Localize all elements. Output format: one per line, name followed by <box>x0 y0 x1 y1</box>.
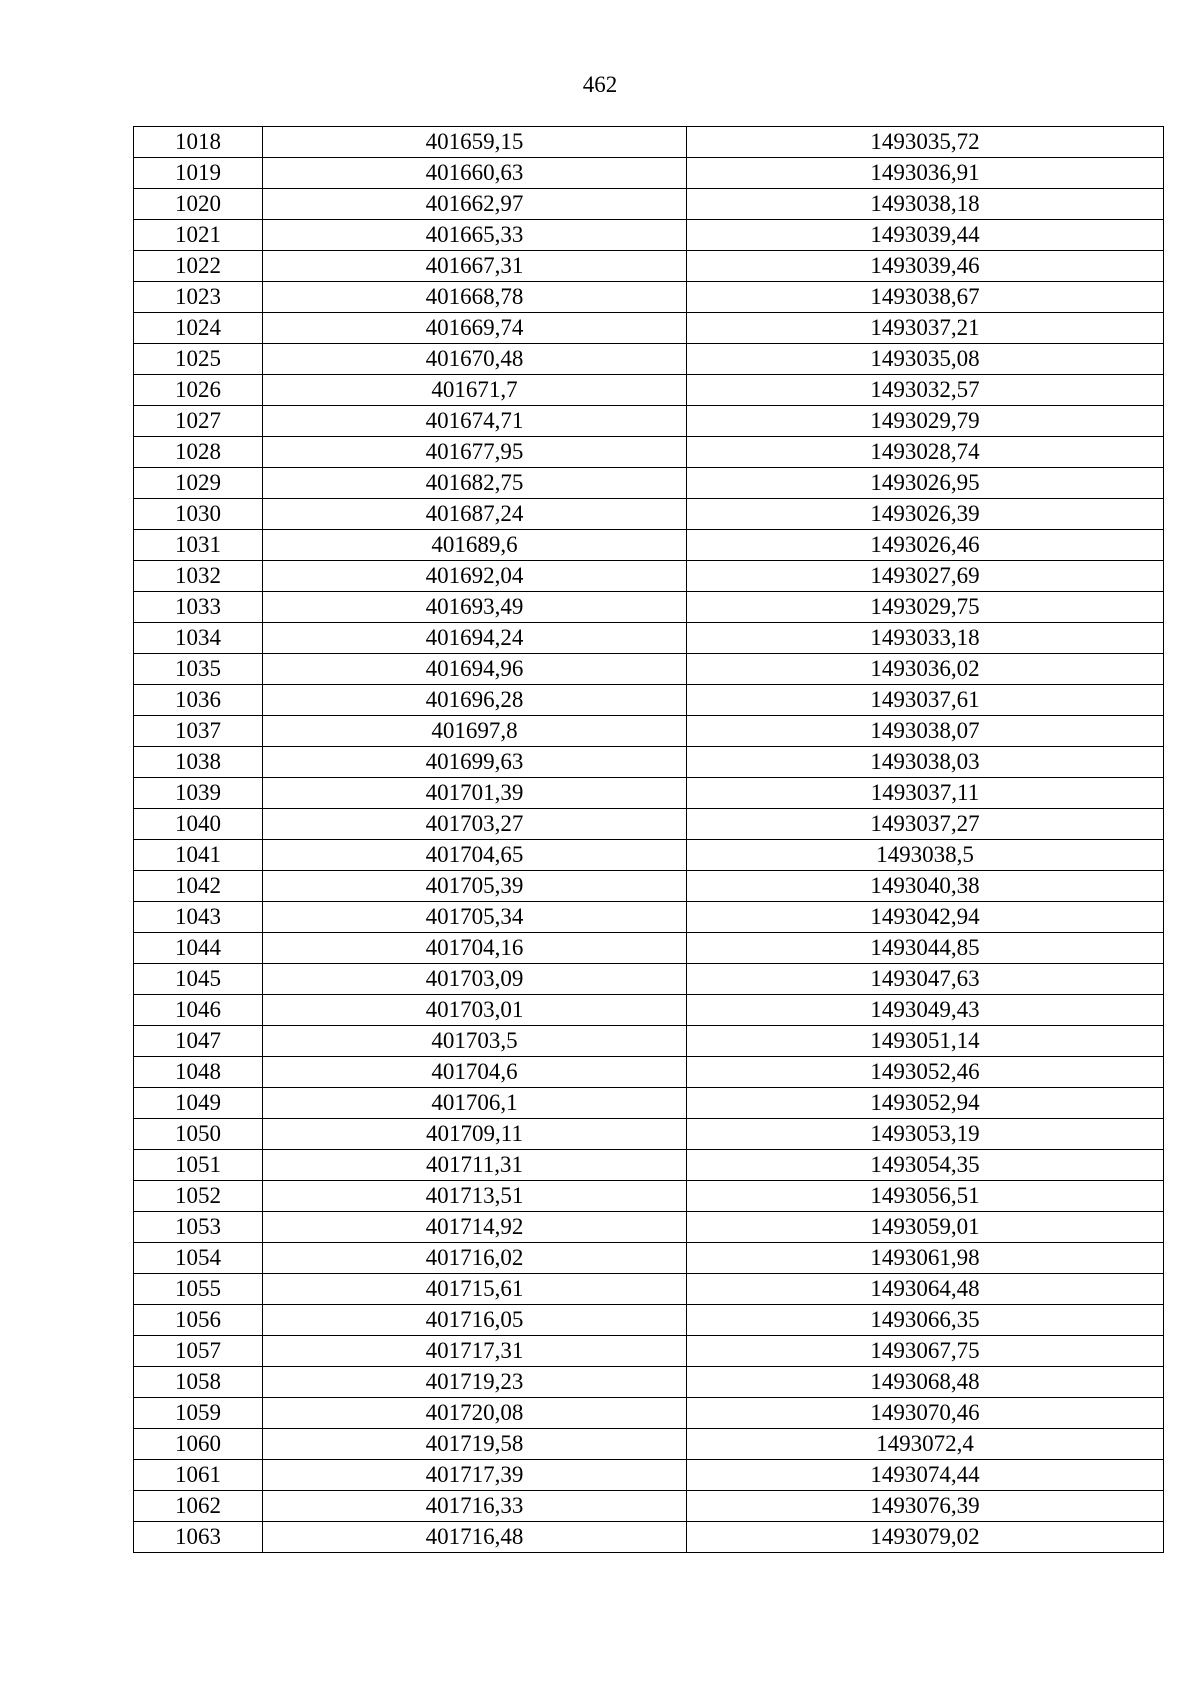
table-row <box>134 220 1164 251</box>
y-coordinate-cell: 1493036,02 <box>687 654 1164 685</box>
table-row <box>134 1336 1164 1367</box>
table-row <box>134 375 1164 406</box>
table-row <box>134 623 1164 654</box>
x-coordinate-cell: 401703,01 <box>263 995 687 1026</box>
point-number-cell: 1047 <box>134 1026 263 1057</box>
table-row <box>134 716 1164 747</box>
x-coordinate-cell: 401716,05 <box>263 1305 687 1336</box>
point-number-cell: 1021 <box>134 220 263 251</box>
point-number-cell: 1052 <box>134 1181 263 1212</box>
y-coordinate-cell: 1493056,51 <box>687 1181 1164 1212</box>
y-coordinate-cell: 1493038,5 <box>687 840 1164 871</box>
x-coordinate-cell: 401705,39 <box>263 871 687 902</box>
point-number-cell: 1022 <box>134 251 263 282</box>
page-number: 462 <box>582 72 618 97</box>
x-coordinate-cell: 401701,39 <box>263 778 687 809</box>
x-coordinate-cell: 401677,95 <box>263 437 687 468</box>
y-coordinate-cell: 1493033,18 <box>687 623 1164 654</box>
x-coordinate-cell: 401709,11 <box>263 1119 687 1150</box>
y-coordinate-cell: 1493038,18 <box>687 189 1164 220</box>
point-number-cell: 1060 <box>134 1429 263 1460</box>
point-number-cell: 1032 <box>134 561 263 592</box>
point-number-cell: 1020 <box>134 189 263 220</box>
x-coordinate-cell: 401665,33 <box>263 220 687 251</box>
table-row <box>134 778 1164 809</box>
point-number-cell: 1018 <box>134 127 263 158</box>
x-coordinate-cell: 401715,61 <box>263 1274 687 1305</box>
table-row <box>134 809 1164 840</box>
y-coordinate-cell: 1493064,48 <box>687 1274 1164 1305</box>
y-coordinate-cell: 1493029,79 <box>687 406 1164 437</box>
y-coordinate-cell: 1493037,21 <box>687 313 1164 344</box>
point-number-cell: 1027 <box>134 406 263 437</box>
point-number-cell: 1055 <box>134 1274 263 1305</box>
point-number-cell: 1040 <box>134 809 263 840</box>
table-row <box>134 437 1164 468</box>
x-coordinate-cell: 401662,97 <box>263 189 687 220</box>
x-coordinate-cell: 401717,39 <box>263 1460 687 1491</box>
x-coordinate-cell: 401682,75 <box>263 468 687 499</box>
table-row <box>134 313 1164 344</box>
y-coordinate-cell: 1493052,94 <box>687 1088 1164 1119</box>
y-coordinate-cell: 1493038,03 <box>687 747 1164 778</box>
y-coordinate-cell: 1493067,75 <box>687 1336 1164 1367</box>
point-number-cell: 1053 <box>134 1212 263 1243</box>
point-number-cell: 1023 <box>134 282 263 313</box>
point-number-cell: 1062 <box>134 1491 263 1522</box>
table-row <box>134 871 1164 902</box>
y-coordinate-cell: 1493029,75 <box>687 592 1164 623</box>
point-number-cell: 1054 <box>134 1243 263 1274</box>
point-number-cell: 1041 <box>134 840 263 871</box>
y-coordinate-cell: 1493037,11 <box>687 778 1164 809</box>
point-number-cell: 1025 <box>134 344 263 375</box>
x-coordinate-cell: 401667,31 <box>263 251 687 282</box>
table-row <box>134 964 1164 995</box>
y-coordinate-cell: 1493027,69 <box>687 561 1164 592</box>
table-row <box>134 1119 1164 1150</box>
x-coordinate-cell: 401711,31 <box>263 1150 687 1181</box>
x-coordinate-cell: 401716,02 <box>263 1243 687 1274</box>
x-coordinate-cell: 401719,23 <box>263 1367 687 1398</box>
point-number-cell: 1058 <box>134 1367 263 1398</box>
y-coordinate-cell: 1493039,46 <box>687 251 1164 282</box>
x-coordinate-cell: 401668,78 <box>263 282 687 313</box>
x-coordinate-cell: 401704,65 <box>263 840 687 871</box>
x-coordinate-cell: 401703,09 <box>263 964 687 995</box>
x-coordinate-cell: 401704,6 <box>263 1057 687 1088</box>
point-number-cell: 1039 <box>134 778 263 809</box>
point-number-cell: 1051 <box>134 1150 263 1181</box>
point-number-cell: 1043 <box>134 902 263 933</box>
y-coordinate-cell: 1493026,95 <box>687 468 1164 499</box>
x-coordinate-cell: 401689,6 <box>263 530 687 561</box>
table-row <box>134 468 1164 499</box>
table-row <box>134 1305 1164 1336</box>
x-coordinate-cell: 401696,28 <box>263 685 687 716</box>
y-coordinate-cell: 1493068,48 <box>687 1367 1164 1398</box>
x-coordinate-cell: 401693,49 <box>263 592 687 623</box>
point-number-cell: 1029 <box>134 468 263 499</box>
point-number-cell: 1063 <box>134 1522 263 1553</box>
y-coordinate-cell: 1493042,94 <box>687 902 1164 933</box>
x-coordinate-cell: 401670,48 <box>263 344 687 375</box>
x-coordinate-cell: 401669,74 <box>263 313 687 344</box>
x-coordinate-cell: 401660,63 <box>263 158 687 189</box>
table-row <box>134 1398 1164 1429</box>
y-coordinate-cell: 1493037,27 <box>687 809 1164 840</box>
coordinates-table <box>133 126 1164 1553</box>
x-coordinate-cell: 401716,33 <box>263 1491 687 1522</box>
table-row <box>134 1088 1164 1119</box>
y-coordinate-cell: 1493047,63 <box>687 964 1164 995</box>
point-number-cell: 1056 <box>134 1305 263 1336</box>
table-row <box>134 933 1164 964</box>
table-row <box>134 499 1164 530</box>
table-row <box>134 1057 1164 1088</box>
coordinates-table-body <box>134 127 1164 1553</box>
point-number-cell: 1028 <box>134 437 263 468</box>
table-row <box>134 995 1164 1026</box>
x-coordinate-cell: 401674,71 <box>263 406 687 437</box>
y-coordinate-cell: 1493035,72 <box>687 127 1164 158</box>
table-row <box>134 1212 1164 1243</box>
x-coordinate-cell: 401692,04 <box>263 561 687 592</box>
point-number-cell: 1061 <box>134 1460 263 1491</box>
point-number-cell: 1026 <box>134 375 263 406</box>
y-coordinate-cell: 1493059,01 <box>687 1212 1164 1243</box>
y-coordinate-cell: 1493079,02 <box>687 1522 1164 1553</box>
y-coordinate-cell: 1493039,44 <box>687 220 1164 251</box>
table-row <box>134 1460 1164 1491</box>
x-coordinate-cell: 401687,24 <box>263 499 687 530</box>
y-coordinate-cell: 1493052,46 <box>687 1057 1164 1088</box>
point-number-cell: 1049 <box>134 1088 263 1119</box>
point-number-cell: 1057 <box>134 1336 263 1367</box>
y-coordinate-cell: 1493038,67 <box>687 282 1164 313</box>
x-coordinate-cell: 401717,31 <box>263 1336 687 1367</box>
y-coordinate-cell: 1493051,14 <box>687 1026 1164 1057</box>
point-number-cell: 1035 <box>134 654 263 685</box>
y-coordinate-cell: 1493070,46 <box>687 1398 1164 1429</box>
x-coordinate-cell: 401699,63 <box>263 747 687 778</box>
x-coordinate-cell: 401694,24 <box>263 623 687 654</box>
x-coordinate-cell: 401705,34 <box>263 902 687 933</box>
y-coordinate-cell: 1493044,85 <box>687 933 1164 964</box>
table-row <box>134 1491 1164 1522</box>
table-row <box>134 189 1164 220</box>
x-coordinate-cell: 401703,27 <box>263 809 687 840</box>
table-row <box>134 282 1164 313</box>
y-coordinate-cell: 1493040,38 <box>687 871 1164 902</box>
table-row <box>134 1181 1164 1212</box>
table-row <box>134 592 1164 623</box>
x-coordinate-cell: 401694,96 <box>263 654 687 685</box>
point-number-cell: 1019 <box>134 158 263 189</box>
point-number-cell: 1038 <box>134 747 263 778</box>
point-number-cell: 1037 <box>134 716 263 747</box>
x-coordinate-cell: 401697,8 <box>263 716 687 747</box>
table-row <box>134 1522 1164 1553</box>
x-coordinate-cell: 401659,15 <box>263 127 687 158</box>
y-coordinate-cell: 1493061,98 <box>687 1243 1164 1274</box>
table-row <box>134 406 1164 437</box>
point-number-cell: 1045 <box>134 964 263 995</box>
y-coordinate-cell: 1493036,91 <box>687 158 1164 189</box>
x-coordinate-cell: 401719,58 <box>263 1429 687 1460</box>
table-row <box>134 1243 1164 1274</box>
x-coordinate-cell: 401720,08 <box>263 1398 687 1429</box>
x-coordinate-cell: 401713,51 <box>263 1181 687 1212</box>
x-coordinate-cell: 401671,7 <box>263 375 687 406</box>
x-coordinate-cell: 401704,16 <box>263 933 687 964</box>
y-coordinate-cell: 1493074,44 <box>687 1460 1164 1491</box>
point-number-cell: 1044 <box>134 933 263 964</box>
y-coordinate-cell: 1493035,08 <box>687 344 1164 375</box>
y-coordinate-cell: 1493028,74 <box>687 437 1164 468</box>
point-number-cell: 1050 <box>134 1119 263 1150</box>
table-row <box>134 1274 1164 1305</box>
point-number-cell: 1059 <box>134 1398 263 1429</box>
table-row <box>134 685 1164 716</box>
table-row <box>134 654 1164 685</box>
y-coordinate-cell: 1493032,57 <box>687 375 1164 406</box>
table-row <box>134 127 1164 158</box>
y-coordinate-cell: 1493049,43 <box>687 995 1164 1026</box>
y-coordinate-cell: 1493076,39 <box>687 1491 1164 1522</box>
point-number-cell: 1036 <box>134 685 263 716</box>
point-number-cell: 1031 <box>134 530 263 561</box>
x-coordinate-cell: 401703,5 <box>263 1026 687 1057</box>
point-number-cell: 1048 <box>134 1057 263 1088</box>
table-row <box>134 747 1164 778</box>
y-coordinate-cell: 1493038,07 <box>687 716 1164 747</box>
x-coordinate-cell: 401714,92 <box>263 1212 687 1243</box>
point-number-cell: 1033 <box>134 592 263 623</box>
table-row <box>134 902 1164 933</box>
x-coordinate-cell: 401716,48 <box>263 1522 687 1553</box>
table-row <box>134 840 1164 871</box>
y-coordinate-cell: 1493026,39 <box>687 499 1164 530</box>
table-row <box>134 158 1164 189</box>
point-number-cell: 1030 <box>134 499 263 530</box>
table-row <box>134 561 1164 592</box>
point-number-cell: 1024 <box>134 313 263 344</box>
point-number-cell: 1034 <box>134 623 263 654</box>
y-coordinate-cell: 1493066,35 <box>687 1305 1164 1336</box>
table-row <box>134 530 1164 561</box>
y-coordinate-cell: 1493072,4 <box>687 1429 1164 1460</box>
table-row <box>134 251 1164 282</box>
y-coordinate-cell: 1493054,35 <box>687 1150 1164 1181</box>
table-row <box>134 1429 1164 1460</box>
point-number-cell: 1042 <box>134 871 263 902</box>
y-coordinate-cell: 1493037,61 <box>687 685 1164 716</box>
table-row <box>134 1150 1164 1181</box>
point-number-cell: 1046 <box>134 995 263 1026</box>
table-row <box>134 1367 1164 1398</box>
y-coordinate-cell: 1493053,19 <box>687 1119 1164 1150</box>
y-coordinate-cell: 1493026,46 <box>687 530 1164 561</box>
table-row <box>134 1026 1164 1057</box>
table-row <box>134 344 1164 375</box>
x-coordinate-cell: 401706,1 <box>263 1088 687 1119</box>
